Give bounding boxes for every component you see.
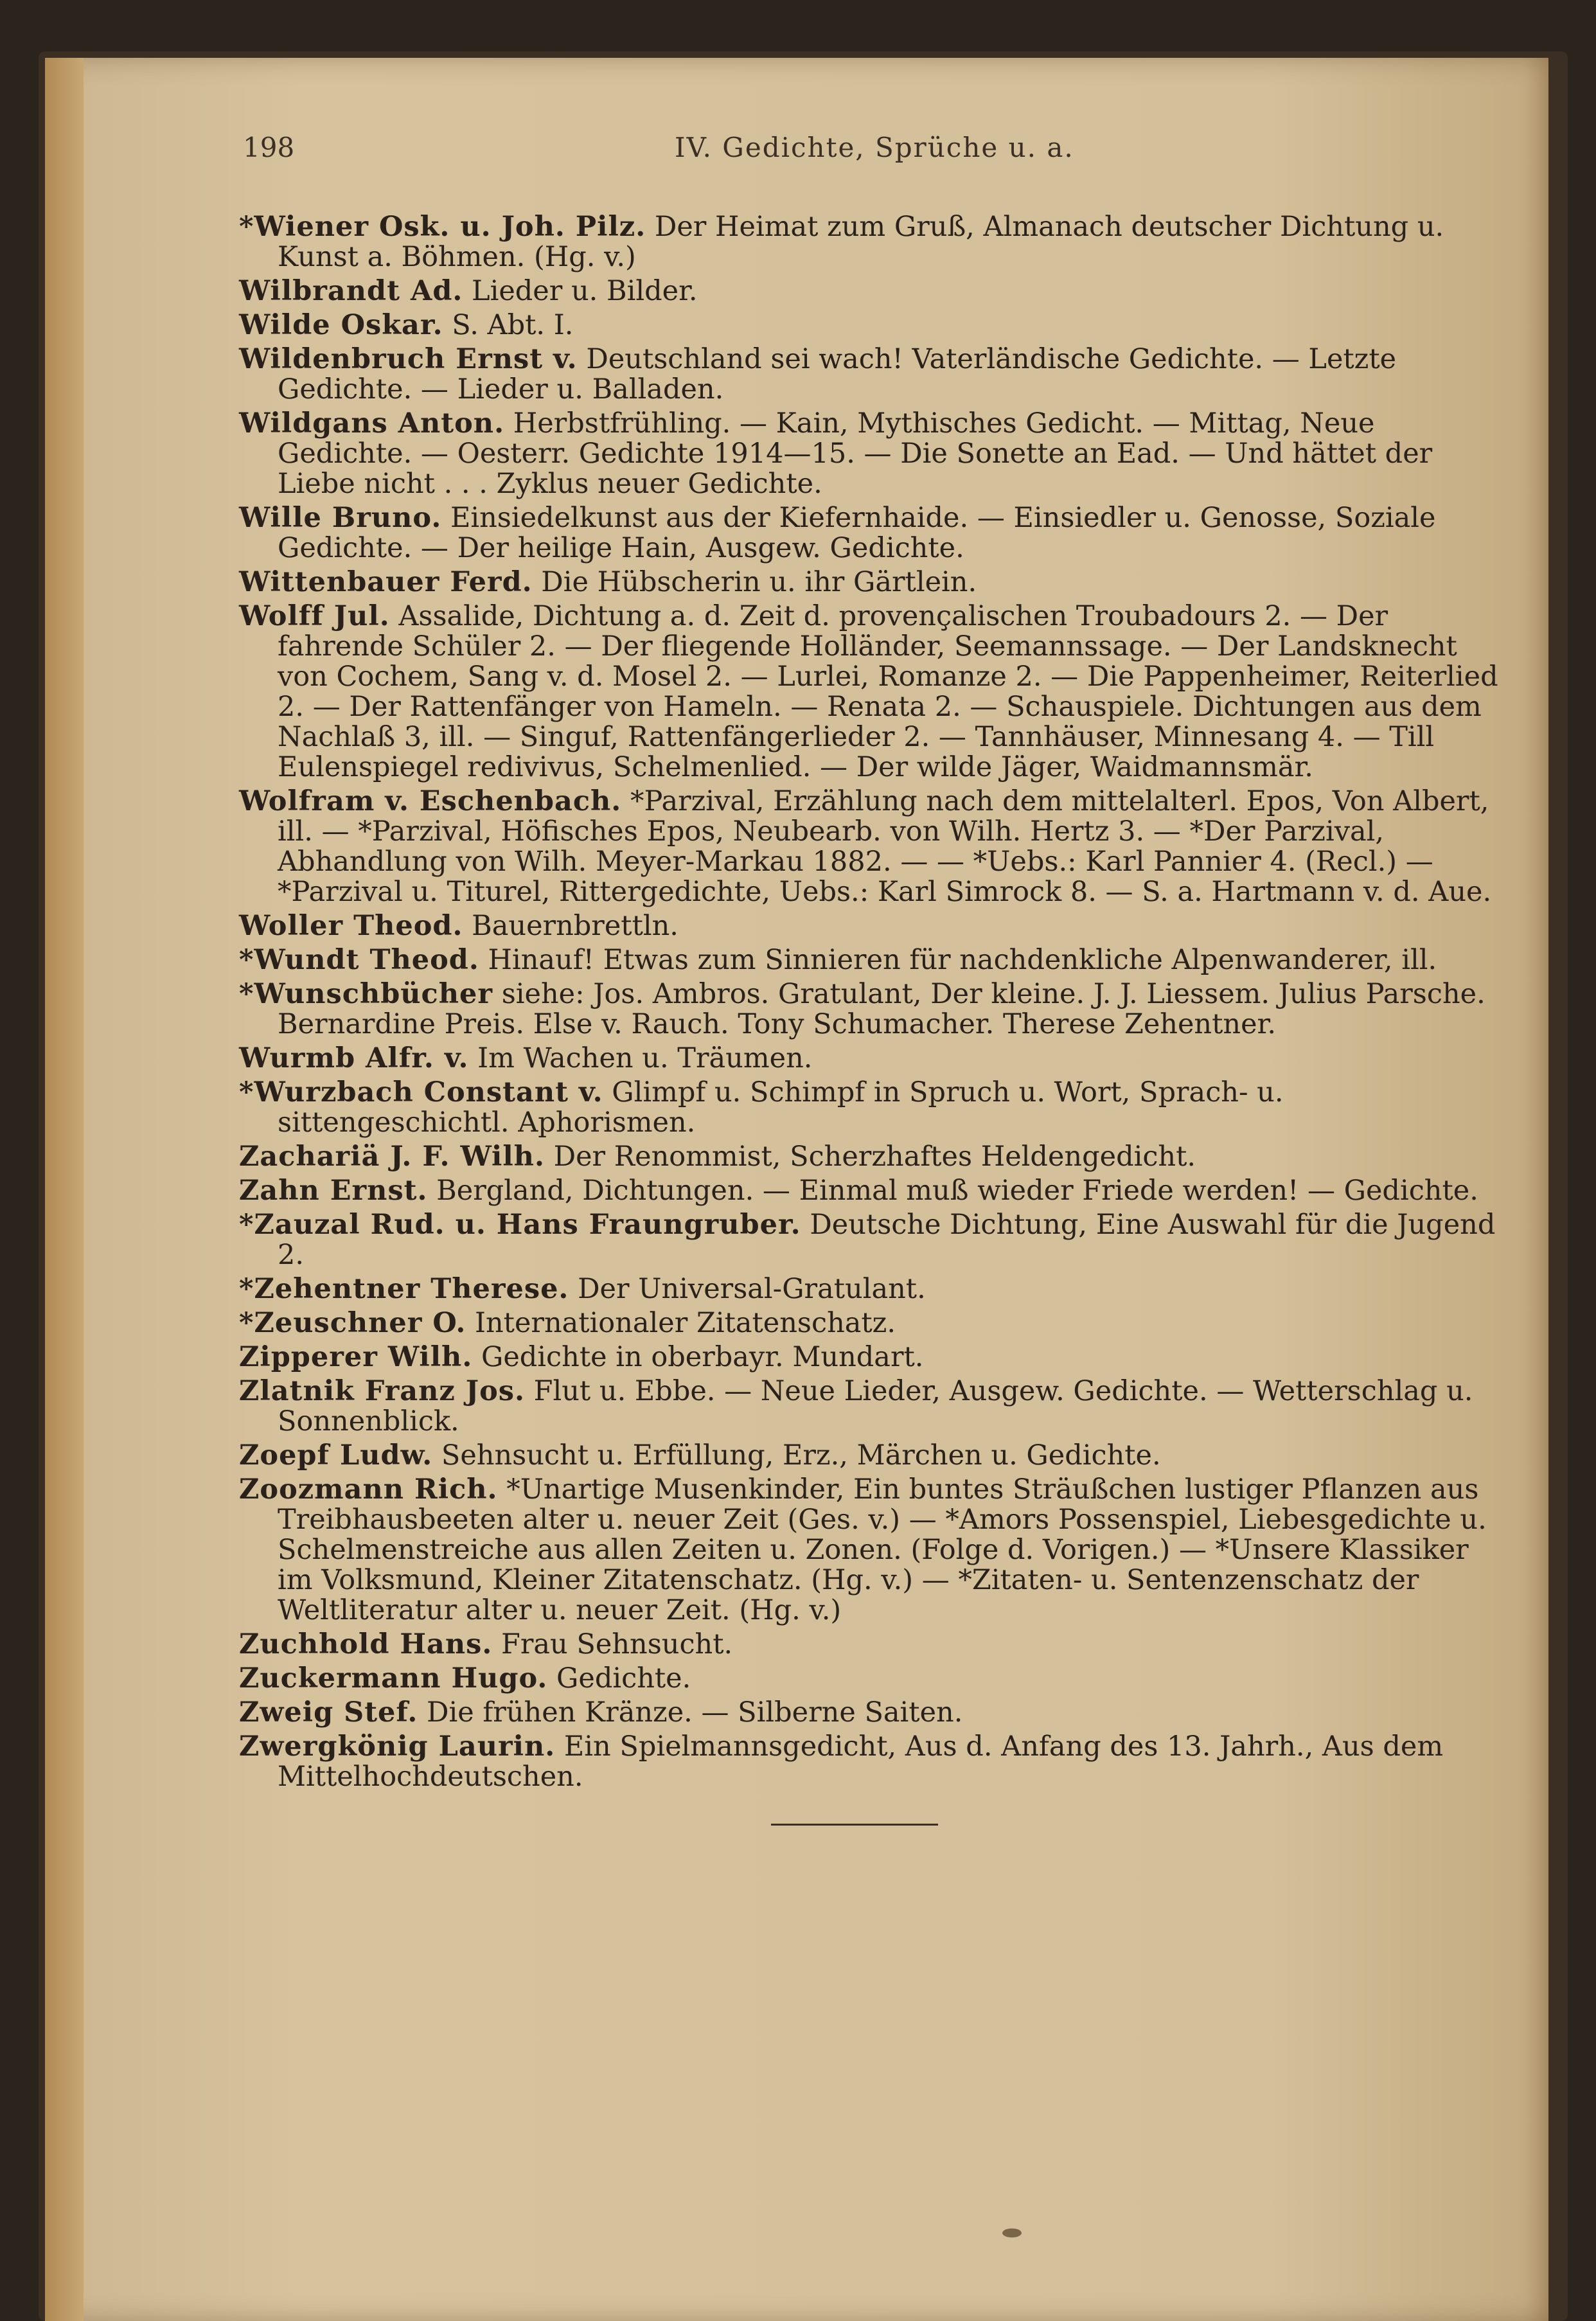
entry	[239, 1376, 1498, 1437]
entry-author: Zipperer Wilh.	[239, 1341, 473, 1373]
page-binding-edge	[45, 58, 84, 2321]
entry-author: Zoepf Ludw.	[239, 1439, 433, 1472]
entry-author: Zlatnik Franz Jos.	[239, 1375, 525, 1407]
entry-text: Assalide, Dichtung a. d. Zeit d. provençalischen Troubadours 2. — Der fahrende Schüler 2. — Der fliegende Holländer, Seemannssage. — Der Landsknecht von Cochem, Sang v. d. Mosel 2. — Lurlei, Romanze 2. — Die Pappenheimer, Reiterlied 2. — Der Rattenfänger von Hameln. — Renata 2. — Schauspiele. Dichtungen aus dem Nachlaß 3, ill. — Singuf, Rattenfängerlieder 2. — Tannhäuser, Minnesang 4. — Till Eulenspiegel redivivus, Schelmenlied. — Der wilde Jäger, Waidmannsmär.	[278, 600, 1498, 783]
entry-text: Deutschland sei wach! Vaterländische Gedichte. — Letzte Gedichte. — Lieder u. Balladen.	[278, 343, 1397, 405]
entry	[239, 1664, 1498, 1694]
entry	[239, 1342, 1498, 1373]
entry-author: Wilbrandt Ad.	[239, 275, 463, 307]
entry	[239, 1210, 1498, 1270]
entry	[239, 1044, 1498, 1074]
entry	[239, 1078, 1498, 1138]
entry-text: Gedichte.	[556, 1662, 691, 1694]
entry	[239, 344, 1498, 405]
entry-text: Einsiedelkunst aus der Kiefernhaide. — Einsiedler u. Genosse, Soziale Gedichte. — Der heilige Hain, Ausgew. Gedichte.	[278, 502, 1436, 564]
entry-author: Zoozmann Rich.	[239, 1473, 498, 1506]
entry-text: Im Wachen u. Träumen.	[477, 1042, 813, 1074]
entry-author: Zachariä J. F. Wilh.	[239, 1141, 545, 1173]
entry	[239, 1732, 1498, 1792]
section-title: IV. Gedichte, Sprüche u. a.	[675, 132, 1074, 163]
entry-text: Flut u. Ebbe. — Neue Lieder, Ausgew. Gedichte. — Wetterschlag u. Sonnenblick.	[278, 1375, 1473, 1437]
running-head	[243, 132, 1496, 170]
entry	[239, 1176, 1498, 1206]
entry-text: Internationaler Zitatenschatz.	[474, 1307, 896, 1339]
entry-author: *Zeuschner O.	[239, 1307, 466, 1339]
entry-author: Zuchhold Hans.	[239, 1628, 493, 1660]
entry-text: Der Universal-Gratulant.	[578, 1273, 926, 1305]
entry-text: *Parzival, Erzählung nach dem mittelalterl. Epos, Von Albert, ill. — *Parzival, Höfisches Epos, Neubearb. von Wilh. Hertz 3. — *Der Parzival, Abhandlung von Wilh. Meyer-Markau 1882. — — *Uebs.: Karl Pannier 4. (Recl.) — *Parzival u. Titurel, Rittergedichte, Uebs.: Karl Simrock 8. — S. a. Hartmann v. d. Aue.	[278, 785, 1492, 908]
entry-text: Der Renommist, Scherzhaftes Heldengedicht.	[553, 1141, 1196, 1173]
entry	[239, 1142, 1498, 1172]
entry	[239, 1475, 1498, 1626]
entry-text: Der Heimat zum Gruß, Almanach deutscher Dichtung u. Kunst a. Böhmen. (Hg. v.)	[278, 211, 1444, 273]
entry-text: Ein Spielmannsgedicht, Aus d. Anfang des 13. Jahrh., Aus dem Mittelhochdeutschen.	[278, 1730, 1444, 1793]
entry	[239, 979, 1498, 1040]
entry	[239, 1630, 1498, 1660]
entry-text: Die Hübscherin u. ihr Gärtlein.	[541, 566, 977, 598]
entry	[239, 409, 1498, 499]
entry-text: Gedichte in oberbayr. Mundart.	[481, 1341, 924, 1373]
entry-text: Bauernbrettln.	[472, 910, 678, 942]
entry-text: Lieder u. Bilder.	[472, 275, 698, 307]
ink-smudge	[1002, 2228, 1022, 2237]
entry-author: *Wunschbücher	[239, 978, 493, 1010]
entry-author: Wolfram v. Eschenbach.	[239, 785, 622, 817]
entry-text: Herbstfrühling. — Kain, Mythisches Gedicht. — Mittag, Neue Gedichte. — Oesterr. Gedichte 1914—15. — Die Sonette an Ead. — Und hättet der Liebe nicht . . . Zyklus neuer Gedichte.	[278, 407, 1433, 500]
entry	[239, 276, 1498, 307]
entry-author: Zuckermann Hugo.	[239, 1662, 548, 1694]
entry-author: Wittenbauer Ferd.	[239, 566, 533, 598]
entry	[239, 945, 1498, 975]
entry	[239, 212, 1498, 272]
entry-text: Bergland, Dichtungen. — Einmal muß wieder Friede werden! — Gedichte.	[436, 1175, 1478, 1207]
entry-author: Woller Theod.	[239, 910, 463, 942]
entry-author: *Zauzal Rud. u. Hans Fraungruber.	[239, 1209, 801, 1241]
entry	[239, 787, 1498, 907]
entry	[239, 503, 1498, 564]
entry-author: Zwergkönig Laurin.	[239, 1730, 556, 1763]
entry-author: Wildenbruch Ernst v.	[239, 343, 578, 375]
entry	[239, 1441, 1498, 1471]
entry-text: S. Abt. I.	[452, 309, 574, 341]
entry-author: *Wurzbach Constant v.	[239, 1076, 603, 1108]
entry	[239, 310, 1498, 341]
entry	[239, 1274, 1498, 1304]
entry-author: *Zehentner Therese.	[239, 1273, 569, 1305]
entry-text: Sehnsucht u. Erfüllung, Erz., Märchen u. Gedichte.	[441, 1439, 1161, 1472]
entry-author: Wurmb Alfr. v.	[239, 1042, 469, 1074]
entry-text: Deutsche Dichtung, Eine Auswahl für die Jugend 2.	[278, 1209, 1496, 1271]
entry-author: *Wundt Theod.	[239, 944, 479, 976]
entry-text: Die frühen Kränze. — Silberne Saiten.	[427, 1696, 963, 1729]
entry-text: Hinauf! Etwas zum Sinnieren für nachdenkliche Alpenwanderer, ill.	[488, 944, 1437, 976]
entry-author: Zweig Stef.	[239, 1696, 418, 1729]
entry-author: Wildgans Anton.	[239, 407, 505, 440]
page-number: 198	[243, 132, 295, 163]
entry-text: *Unartige Musenkinder, Ein buntes Sträußchen lustiger Pflanzen aus Treibhausbeeten alter u. neuer Zeit (Ges. v.) — *Amors Possenspiel, Liebesgedichte u. Schelmenstreiche aus allen Zeiten u. Zonen. (Folge d. Vorigen.) — *Unsere Klassiker im Volksmund, Kleiner Zitatenschatz. (Hg. v.) — *Zitaten- u. Sentenzenschatz der Weltliteratur alter u. neuer Zeit. (Hg. v.)	[278, 1473, 1487, 1626]
entry	[239, 1308, 1498, 1338]
entry-author: Wilde Oskar.	[239, 309, 443, 341]
entry-author: Zahn Ernst.	[239, 1175, 428, 1207]
closing-rule	[771, 1824, 938, 1826]
entry-author: Wille Bruno.	[239, 502, 442, 534]
entry-text: Frau Sehnsucht.	[501, 1628, 733, 1660]
entry-text: siehe: Jos. Ambros. Gratulant, Der kleine. J. J. Liessem. Julius Parsche. Bernardine Preis. Else v. Rauch. Tony Schumacher. Therese Zehentner.	[278, 978, 1485, 1040]
entry-text: Glimpf u. Schimpf in Spruch u. Wort, Sprach- u. sittengeschichtl. Aphorismen.	[278, 1076, 1284, 1139]
entry	[239, 911, 1498, 941]
entry-author: Wolff Jul.	[239, 600, 390, 632]
entry-author: *Wiener Osk. u. Joh. Pilz.	[239, 211, 646, 243]
bibliography-entries	[239, 212, 1498, 1796]
entry	[239, 567, 1498, 598]
entry	[239, 1698, 1498, 1728]
entry	[239, 601, 1498, 783]
